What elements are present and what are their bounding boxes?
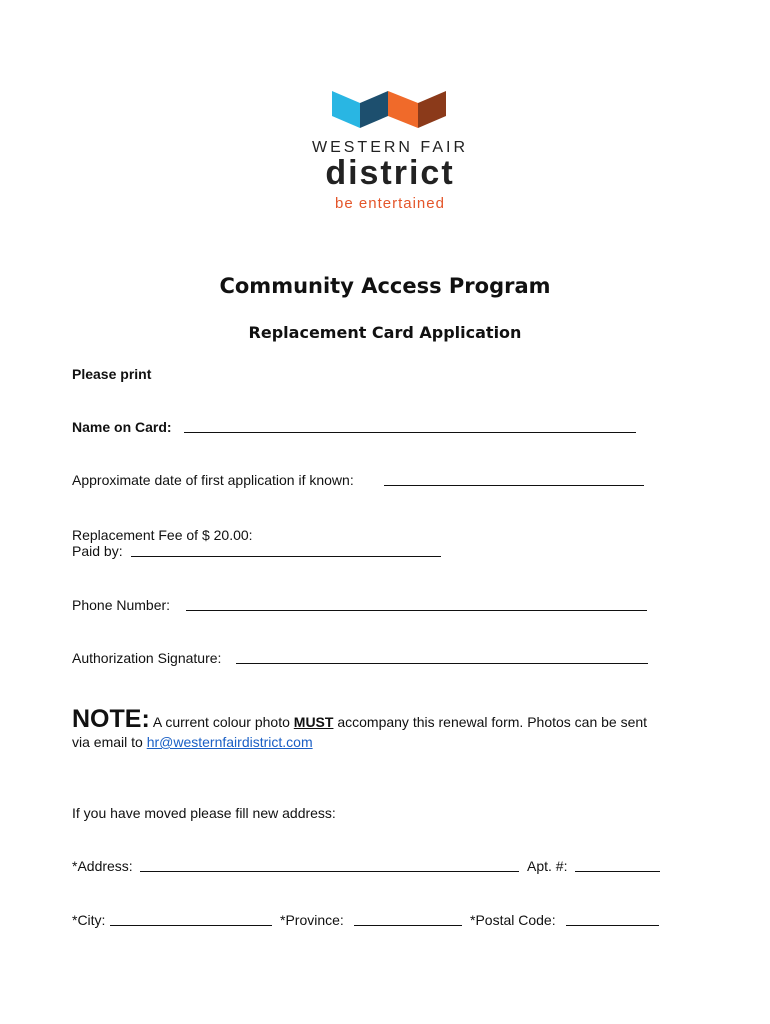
paid-by-field[interactable] xyxy=(131,556,441,557)
logo-banner-navy xyxy=(360,91,388,128)
logo-name-line1: WESTERN FAIR xyxy=(311,139,468,156)
paid-by-label: Paid by: xyxy=(72,543,123,559)
authorization-signature-field[interactable] xyxy=(236,663,648,664)
first-application-date-label: Approximate date of first application if known: xyxy=(72,472,354,488)
address-field[interactable] xyxy=(140,871,519,872)
city-field[interactable] xyxy=(110,925,272,926)
logo-name-line2: district xyxy=(325,154,455,192)
postal-code-label: *Postal Code: xyxy=(470,912,556,928)
email-link[interactable]: hr@westernfairdistrict.com xyxy=(146,734,313,750)
name-on-card-field[interactable] xyxy=(184,432,636,433)
moved-address-intro: If you have moved please fill new address: xyxy=(72,805,336,821)
logo-banner-brown xyxy=(418,91,446,128)
phone-number-field[interactable] xyxy=(186,610,647,611)
note-text-after: accompany this renewal form. Photos can be sent xyxy=(337,714,648,730)
note-must: MUST xyxy=(293,714,334,730)
replacement-fee-label: Replacement Fee of $ 20.00: xyxy=(72,527,253,543)
phone-number-label: Phone Number: xyxy=(72,597,171,613)
note-line1 xyxy=(72,707,647,732)
city-label: *City: xyxy=(72,912,106,928)
please-print-label: Please print xyxy=(72,366,152,382)
postal-code-field[interactable] xyxy=(566,925,659,926)
address-label: *Address: xyxy=(72,858,133,874)
name-on-card-label: Name on Card: xyxy=(72,419,172,435)
authorization-signature-label: Authorization Signature: xyxy=(72,650,222,666)
logo-banner-cyan xyxy=(332,91,360,128)
note-text-before: A current colour photo xyxy=(152,714,290,730)
note-label: NOTE: xyxy=(72,705,150,733)
page-title: Community Access Program xyxy=(219,274,551,298)
province-field[interactable] xyxy=(354,925,462,926)
apt-label: Apt. #: xyxy=(527,858,568,874)
first-application-date-field[interactable] xyxy=(384,485,644,486)
logo-tagline: be entertained xyxy=(335,195,445,212)
province-label: *Province: xyxy=(280,912,344,928)
apt-field[interactable] xyxy=(575,871,660,872)
note-email-intro: via email to xyxy=(72,734,143,750)
note-line2 xyxy=(72,734,313,751)
logo-banner-orange xyxy=(388,91,418,128)
page-subtitle: Replacement Card Application xyxy=(248,323,522,342)
